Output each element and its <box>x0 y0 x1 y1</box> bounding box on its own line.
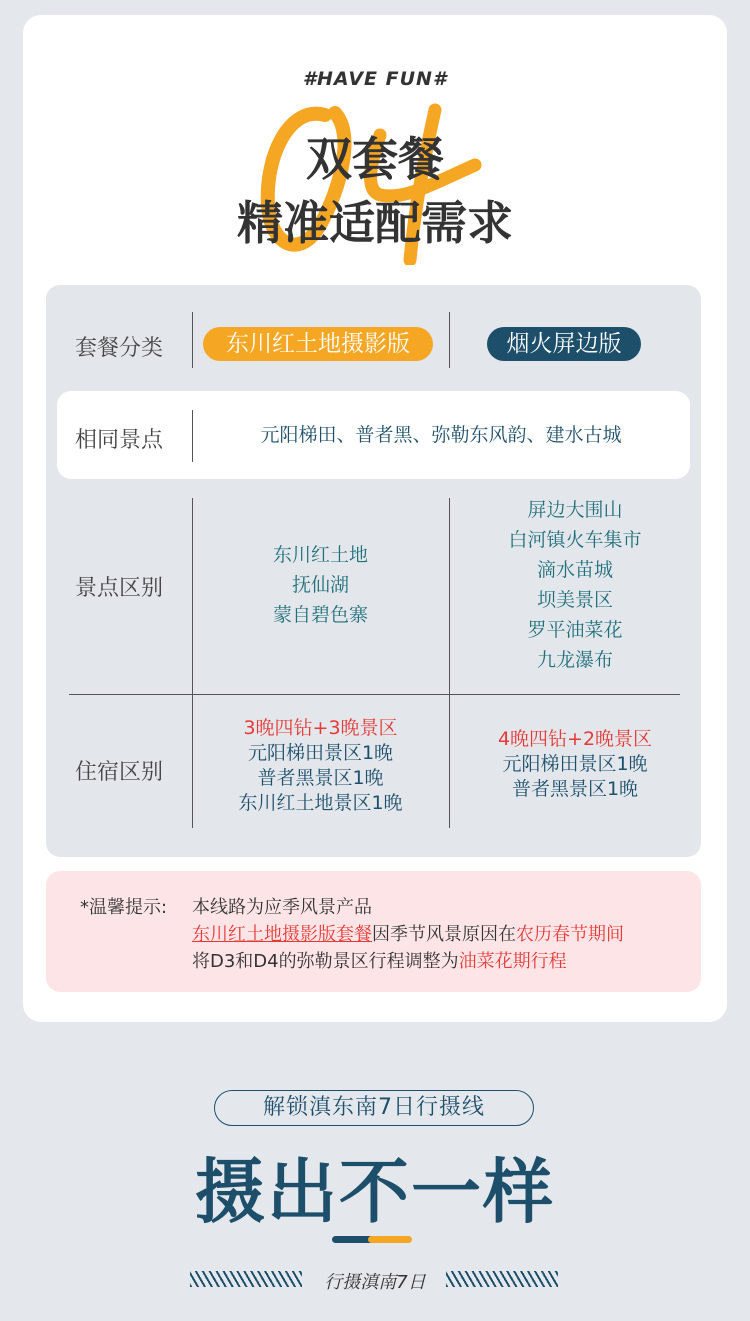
tip-text: 因季节风景原因在 <box>372 924 516 945</box>
tip-line-2 <box>192 921 624 948</box>
package-badge-pingbian[interactable]: 烟火屏边版 <box>487 327 641 361</box>
spot: 九龙瀑布 <box>536 649 613 671</box>
stay-item: 普者黑景区1晚 <box>511 778 639 800</box>
row-label-stay: 住宿区别 <box>74 760 163 785</box>
spot: 抚仙湖 <box>291 574 349 596</box>
spot: 坝美景区 <box>536 589 613 611</box>
slogan: 摄出不一样 <box>195 1150 555 1233</box>
tag-text: #HAVE FUN# <box>302 68 448 90</box>
stay-list-2 <box>449 727 701 802</box>
tip-highlight: 油菜花期行程 <box>458 951 567 972</box>
stripes-right <box>446 1271 558 1287</box>
stay-item: 普者黑景区1晚 <box>257 767 384 789</box>
unlock-badge: 解锁滇东南7日行摄线 <box>214 1090 534 1126</box>
spot: 罗平油菜花 <box>527 619 623 641</box>
divider <box>69 694 680 695</box>
stay-highlight: 3晚四钻+3晚景区 <box>243 717 398 739</box>
divider <box>192 312 193 368</box>
spot: 屏边大围山 <box>527 499 623 521</box>
tip-label: *温馨提示: <box>80 897 168 918</box>
package-link[interactable]: 东川红土地摄影版套餐 <box>192 924 372 945</box>
divider <box>449 312 450 368</box>
stay-item: 元阳梯田景区1晚 <box>247 742 394 764</box>
tip-highlight: 农历春节期间 <box>516 924 624 945</box>
row-label-package: 套餐分类 <box>74 336 163 361</box>
tip-line-1: 本线路为应季风景产品 <box>192 897 372 918</box>
row-label-same: 相同景点 <box>74 428 163 453</box>
spot: 滴水苗城 <box>536 559 613 581</box>
spot: 白河镇火车集市 <box>508 529 642 551</box>
stay-item: 东川红土地景区1晚 <box>238 792 403 814</box>
row-label-diff: 景点区别 <box>74 576 163 601</box>
stay-item: 元阳梯田景区1晚 <box>502 753 648 775</box>
spot: 蒙自碧色寨 <box>272 604 368 626</box>
spot: 东川红土地 <box>272 544 368 566</box>
title-line-1: 双套餐 <box>306 132 444 186</box>
diff-list-1 <box>192 540 449 630</box>
accent-bar-navy <box>332 1236 372 1243</box>
tip-line-3 <box>192 948 567 975</box>
same-spots: 元阳梯田、普者黑、弥勒东风韵、建水古城 <box>260 424 622 446</box>
tip-text: 将D3和D4的弥勒景区行程调整为 <box>192 951 459 972</box>
diff-list-2 <box>449 495 701 675</box>
stay-highlight: 4晚四钻+2晚景区 <box>497 728 653 750</box>
title-line-2: 精准适配需求 <box>237 196 513 250</box>
package-badge-dongchuan[interactable]: 东川红土地摄影版 <box>203 327 433 361</box>
stay-list-1 <box>192 716 449 816</box>
accent-bar-orange <box>368 1236 412 1243</box>
caption: 行摄滇南7日 <box>324 1272 426 1293</box>
